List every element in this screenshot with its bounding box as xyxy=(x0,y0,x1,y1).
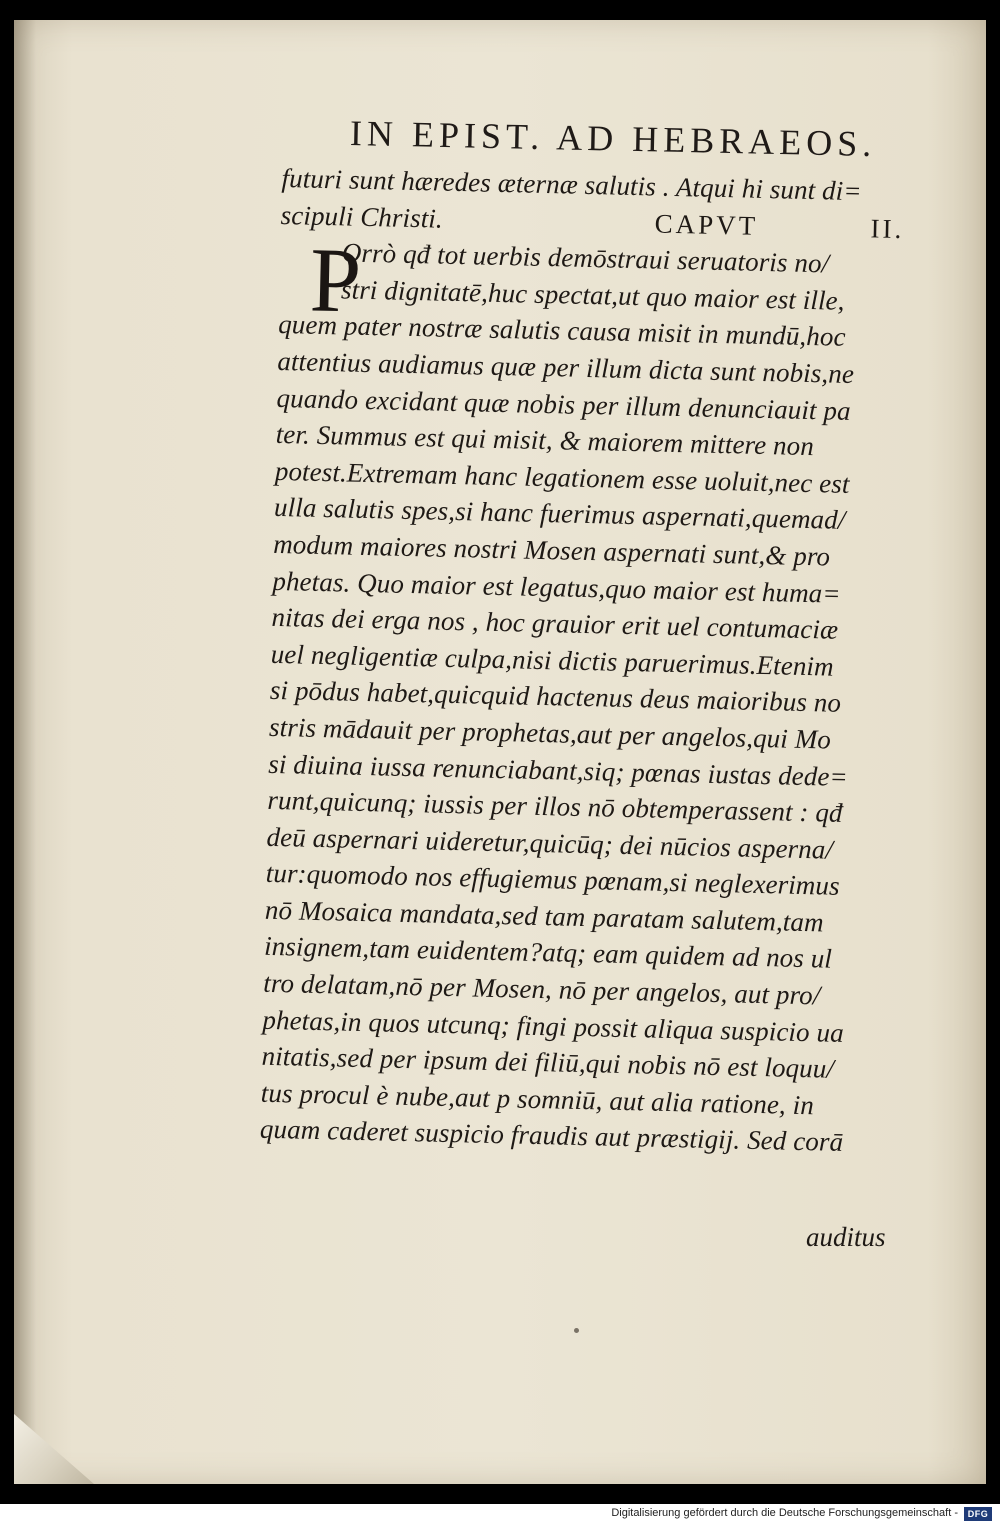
body-line: phetas,in quos utcunq; fingi possit aliqua suspicio ua xyxy=(262,1004,845,1048)
body-line: tus procul è nube,aut p somniū, aut alia ratione, in xyxy=(260,1077,815,1121)
paragraph-body xyxy=(260,306,919,1162)
body-line: quam caderet suspicio fraudis aut præstigij. Sed corā xyxy=(259,1114,844,1158)
body-line: uel negligentiæ culpa,nisi dictis paruerimus.Etenim xyxy=(270,638,835,682)
body-line: si pōdus habet,quicquid hactenus deus maioribus no xyxy=(269,675,842,719)
body-line: quem pater nostræ salutis causa misit in mundū,hoc xyxy=(277,309,846,353)
intro-line: scipuli Christi. xyxy=(280,199,444,234)
body-line: nitas dei erga nos , hoc grauior erit uel contumaciæ xyxy=(271,602,839,645)
body-line: ter. Summus est qui misit, & maiorem mittere non xyxy=(275,419,815,462)
body-line: deū aspernari uideretur,quicūq; dei nūcios asperna/ xyxy=(266,821,834,865)
funding-credit: Digitalisierung gefördert durch die Deutsche Forschungsgemeinschaft - xyxy=(611,1507,958,1519)
body-line: nitatis,sed per ipsum dei filiū,qui nobis nō est loquu/ xyxy=(261,1041,835,1085)
body-line: Orrò qđ tot uerbis demōstraui seruatoris no/ xyxy=(341,237,830,279)
paper-speck xyxy=(574,1328,579,1333)
body-line: potest.Extremam hanc legationem esse uoluit,nec est xyxy=(274,455,850,499)
catchword: auditus xyxy=(806,1222,886,1252)
body-line: insignem,tam euidentem?atq; eam quidem ad nos ul xyxy=(263,931,833,975)
chapter-label: CAPVT xyxy=(654,208,759,241)
dfg-logo: DFG xyxy=(964,1507,992,1521)
body-line: quando excidant quæ nobis per illum denunciauit pa xyxy=(276,382,852,426)
footer-bar xyxy=(0,1504,1000,1524)
body-line: si diuina iussa renunciabant,siq; pœnas iustas dede= xyxy=(267,748,849,792)
body-line: phetas. Quo maior est legatus,quo maior est huma= xyxy=(272,565,842,609)
body-line: runt,quicunq; iussis per illos nō obtemperassent : qđ xyxy=(267,784,843,828)
drop-cap: P xyxy=(308,228,363,332)
chapter-number: II. xyxy=(870,212,905,244)
folded-corner xyxy=(14,1414,94,1484)
body-line: attentius audiamus quæ per illum dicta sunt nobis,ne xyxy=(277,345,855,389)
body-line: stris mādauit per prophetas,aut per angelos,qui Mo xyxy=(268,711,832,755)
body-line: ulla salutis spes,si hanc fuerimus aspernati,quemad/ xyxy=(273,492,846,536)
body-line: tro delatam,nō per Mosen, nō per angelos, aut pro/ xyxy=(262,967,821,1011)
intro-line: futuri sunt hæredes æternæ salutis . Atqui hi sunt di= xyxy=(281,162,862,207)
body-line: nō Mosaica mandata,sed tam paratam salutem,tam xyxy=(264,894,825,938)
page-gutter-shadow xyxy=(14,20,36,1484)
running-head: IN EPIST. AD HEBRAEOS. xyxy=(349,113,877,165)
body-line: modum maiores nostri Mosen aspernati sunt,& pro xyxy=(272,528,831,572)
body-line: tur:quomodo nos effugiemus pœnam,si neglexerimus xyxy=(265,858,841,902)
body-line: stri dignitatē,huc spectat,ut quo maior est ille, xyxy=(340,274,845,316)
